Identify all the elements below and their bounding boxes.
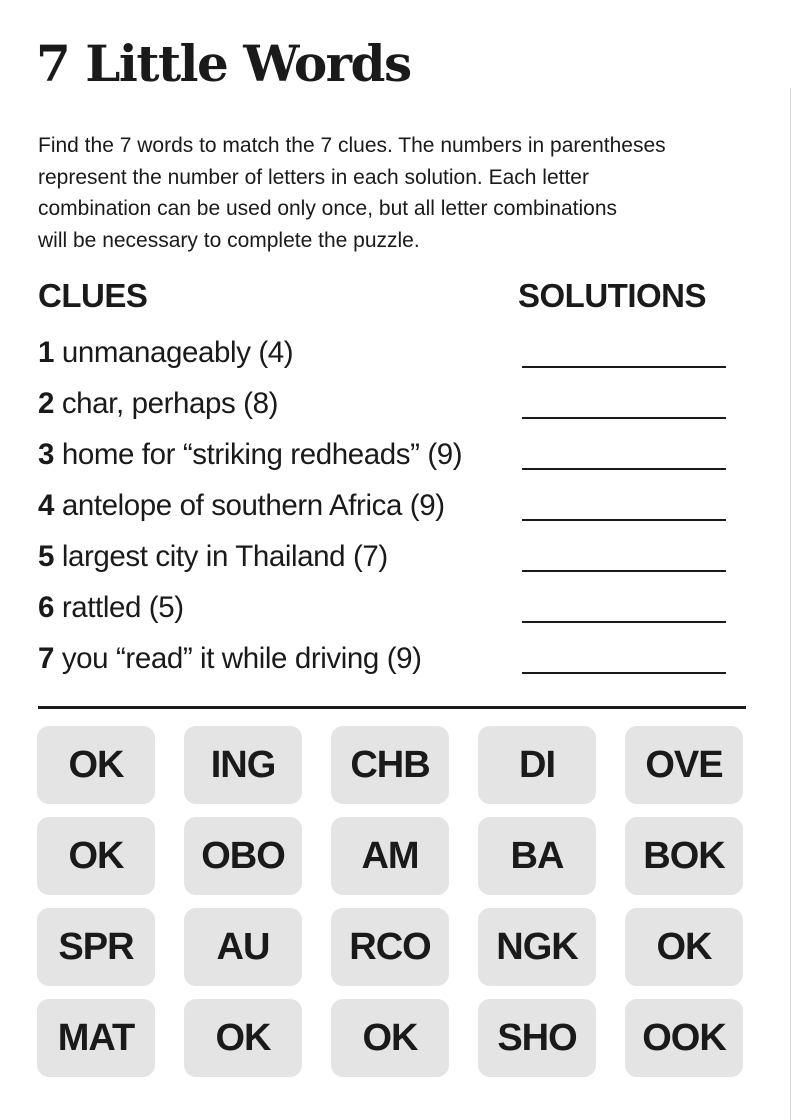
solution-input-3[interactable] [522,468,726,470]
instructions-line: combination can be used only once, but all letter combinations [38,197,618,220]
clue-row-1 [38,332,738,383]
letter-tile[interactable]: OK [331,999,449,1077]
clue-text [38,638,422,680]
clue-text [38,434,462,476]
letter-tile[interactable]: AM [331,817,449,895]
puzzle-title: 7 Little Words [36,34,411,93]
clue-number: 6 [38,591,55,624]
clue-description: rattled (5) [61,591,184,624]
clue-row-7 [38,638,738,689]
letter-tile[interactable]: SHO [478,999,596,1077]
letter-tile[interactable]: OK [37,817,155,895]
letter-tile[interactable]: OVE [625,726,743,804]
clue-description: home for “striking redheads” (9) [61,438,463,471]
clue-text [38,485,445,527]
letter-tile[interactable]: CHB [331,726,449,804]
solution-input-4[interactable] [522,519,726,521]
clue-text [38,383,278,425]
clue-description: unmanageably (4) [61,336,294,369]
clue-row-3 [38,434,738,485]
letter-tile[interactable]: SPR [37,908,155,986]
clue-row-5 [38,536,738,587]
solution-input-2[interactable] [522,417,726,419]
instructions-line: Find the 7 words to match the 7 clues. The numbers in parentheses [38,134,666,157]
clue-list [38,332,738,689]
instructions-line: will be necessary to complete the puzzle. [38,228,420,252]
letter-tile[interactable]: OK [625,908,743,986]
letter-tile[interactable]: MAT [37,999,155,1077]
clue-number: 4 [38,489,55,522]
clue-number: 7 [38,642,55,675]
letter-tile[interactable]: RCO [331,908,449,986]
clue-row-2 [38,383,738,434]
page-edge-line [790,88,791,1120]
letter-tile[interactable]: OK [184,999,302,1077]
clue-description: char, perhaps (8) [61,387,279,420]
instructions-line: represent the number of letters in each solution. Each letter [38,165,589,189]
section-divider [38,706,746,709]
clue-number: 1 [38,336,55,369]
clues-header: CLUES [38,277,148,314]
solution-input-1[interactable] [522,366,726,368]
clue-number: 2 [38,387,55,420]
letter-tile[interactable]: NGK [478,908,596,986]
solution-input-6[interactable] [522,621,726,623]
letter-tile[interactable]: BOK [625,817,743,895]
clue-number: 5 [38,540,55,573]
solution-input-5[interactable] [522,570,726,572]
clue-text [38,587,184,629]
clue-text [38,332,293,374]
solution-input-7[interactable] [522,672,726,674]
clue-description: you “read” it while driving (9) [61,642,422,675]
solutions-header: SOLUTIONS [518,277,707,314]
clue-number: 3 [38,438,55,471]
letter-tile-grid [37,726,747,1077]
clue-row-6 [38,587,738,638]
clue-text [38,536,388,578]
letter-tile[interactable]: OOK [625,999,743,1077]
clue-description: antelope of southern Africa (9) [61,489,445,522]
instructions [38,130,758,256]
letter-tile[interactable]: OBO [184,817,302,895]
clue-row-4 [38,485,738,536]
clue-description: largest city in Thailand (7) [61,540,388,573]
letter-tile[interactable]: ING [184,726,302,804]
letter-tile[interactable]: AU [184,908,302,986]
letter-tile[interactable]: DI [478,726,596,804]
letter-tile[interactable]: BA [478,817,596,895]
letter-tile[interactable]: OK [37,726,155,804]
